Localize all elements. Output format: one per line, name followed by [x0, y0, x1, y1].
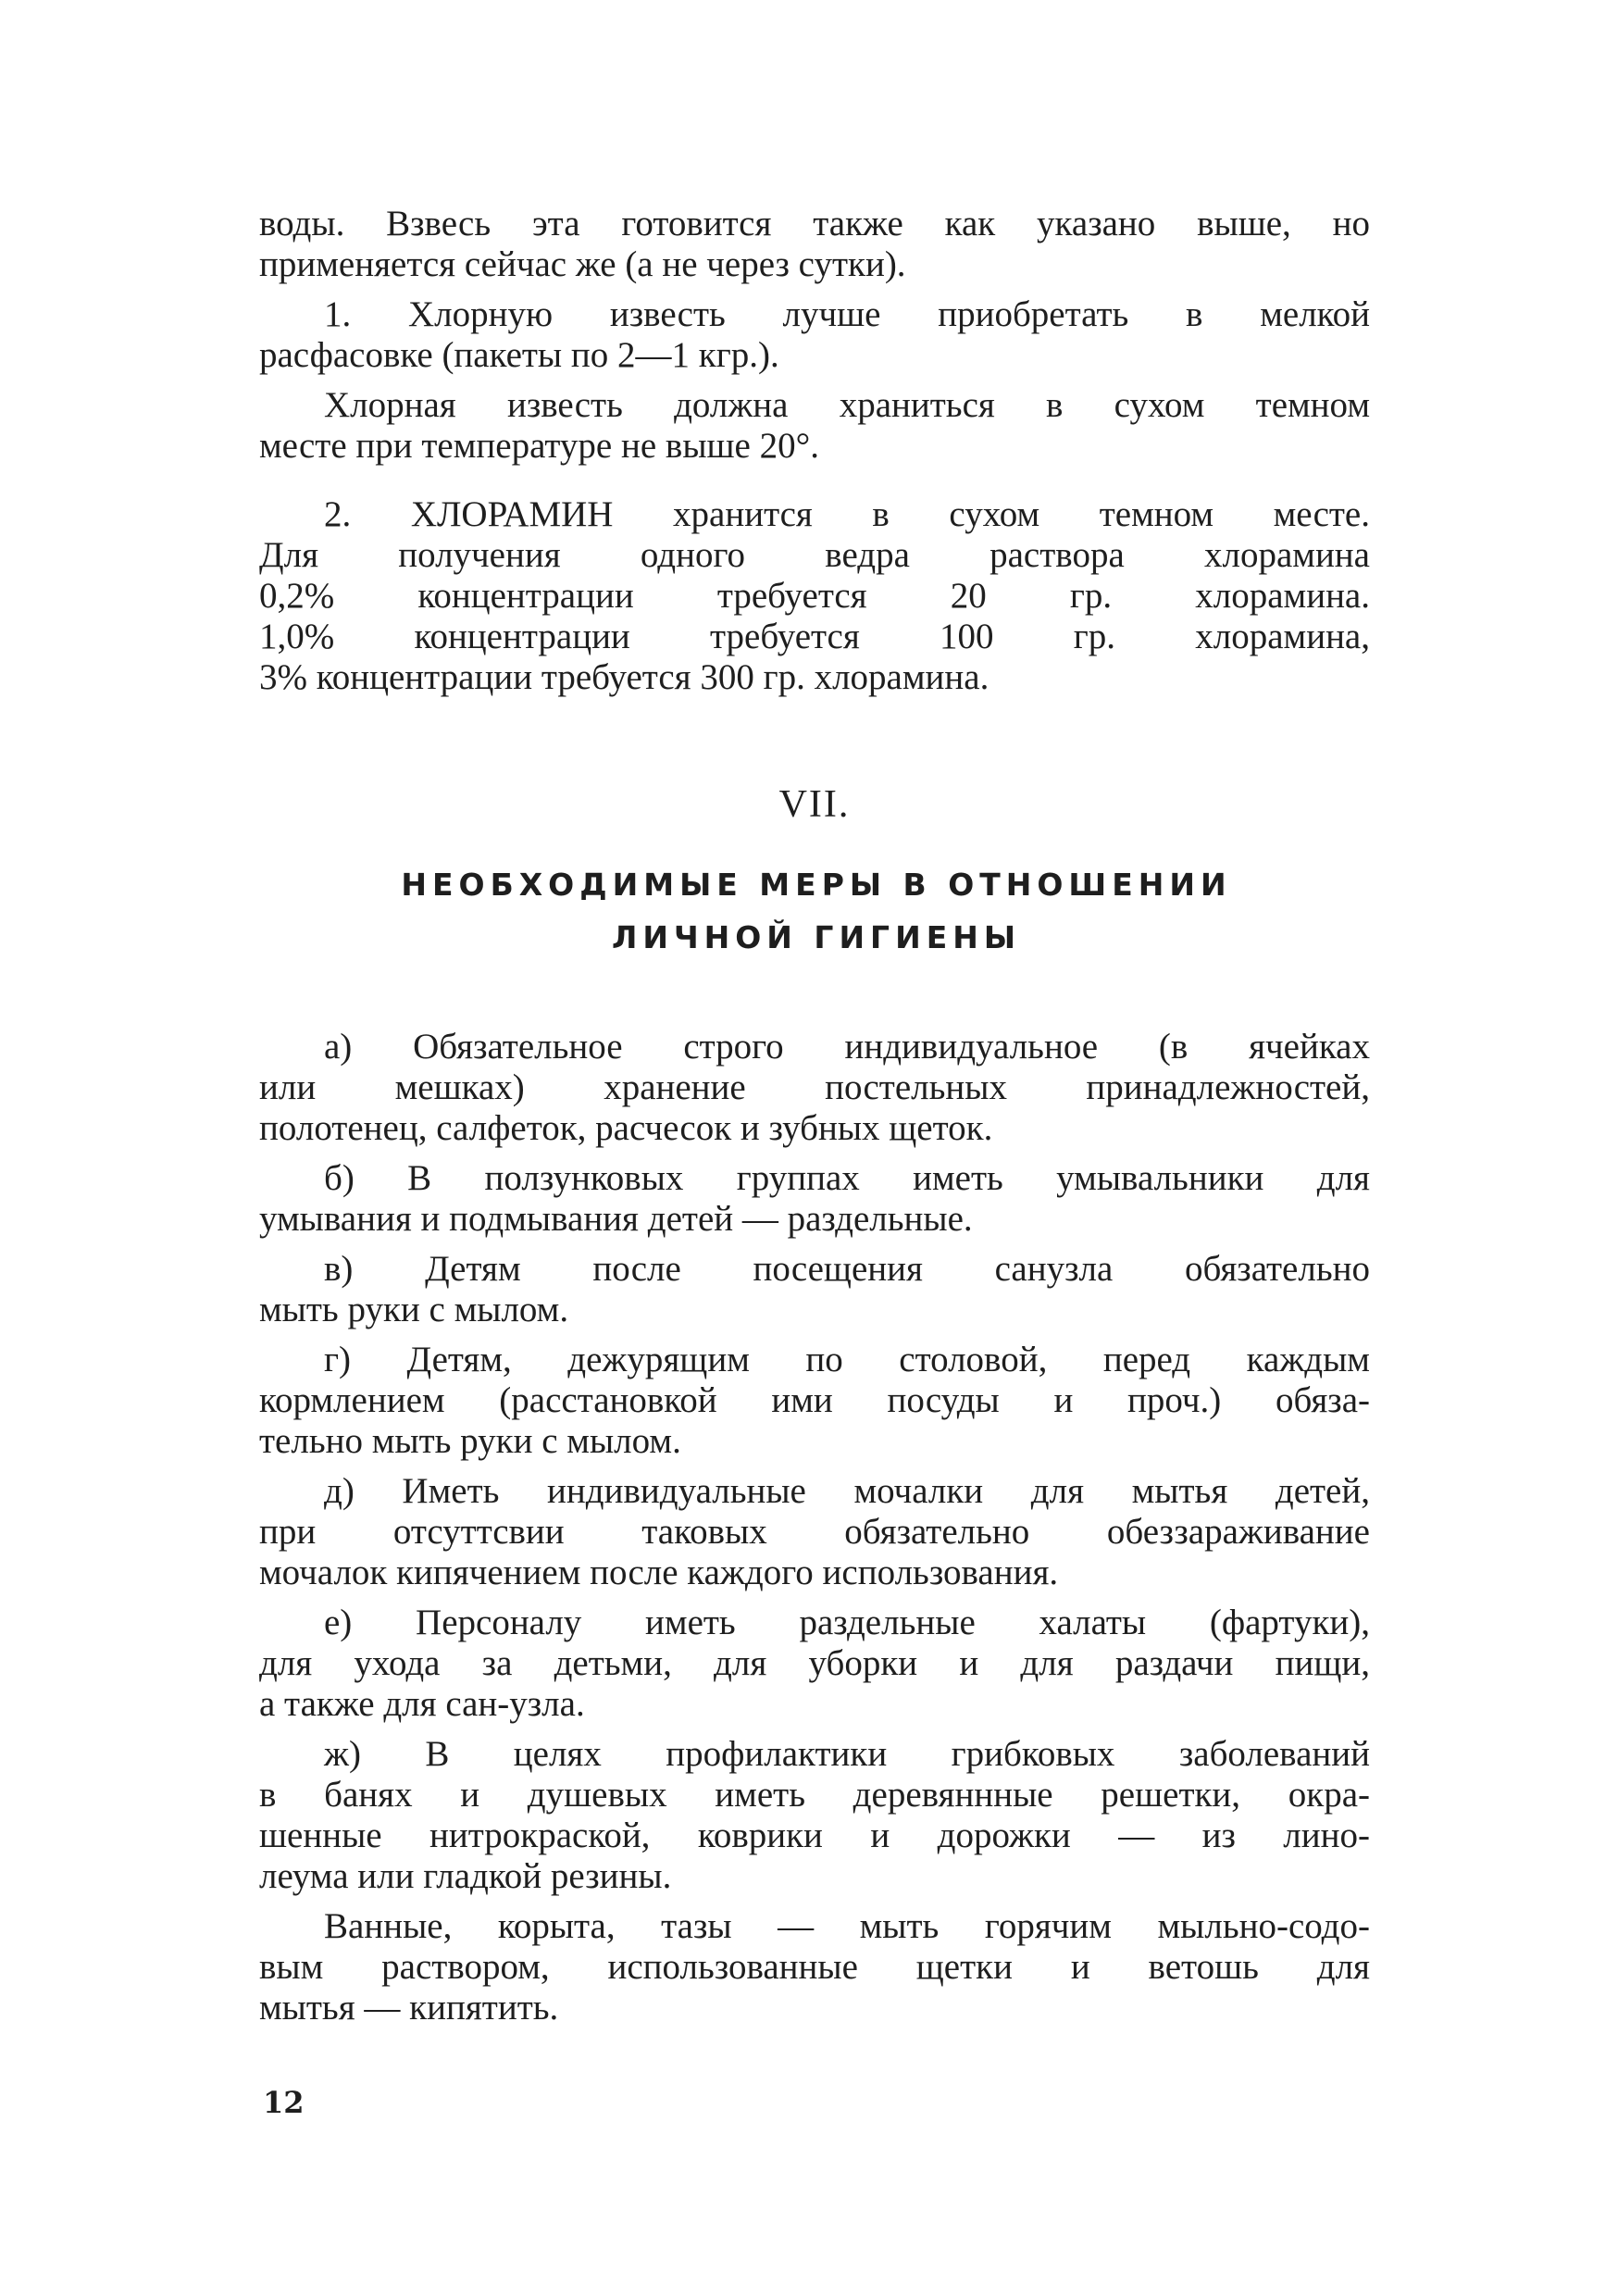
- paragraph: [259, 204, 1370, 285]
- text-line: кормлением (расстановкой ими посуды и проч.) обяза-: [259, 1380, 1370, 1420]
- text-line: мыть руки с мылом.: [259, 1290, 569, 1329]
- paragraph: [259, 1734, 1370, 1897]
- paragraph: [259, 1158, 1370, 1240]
- text-line: воды. Взвесь эта готовится также как указано выше, но: [259, 204, 1370, 243]
- text-line: Ванные, корыта, тазы — мыть горячим мыльно-содо-: [324, 1906, 1370, 1946]
- paragraph: [259, 1249, 1370, 1330]
- text-line: вым раствором, использованные щетки и ветошь для: [259, 1947, 1370, 1987]
- paragraph: [259, 1471, 1370, 1593]
- section-number: VII.: [778, 783, 851, 826]
- text-line: месте при температуре не выше 20°.: [259, 426, 819, 466]
- text-line: Для получения одного ведра раствора хлорамина: [259, 535, 1370, 575]
- text-line: г) Детям, дежурящим по столовой, перед каждым: [324, 1340, 1370, 1379]
- text-line: 0,2% концентрации требуется 20 гр. хлорамина.: [259, 576, 1370, 616]
- text-line: или мешках) хранение постельных принадлежностей,: [259, 1067, 1370, 1107]
- paragraph: [259, 385, 1370, 467]
- section-title-line-1: НЕОБХОДИМЫЕ МЕРЫ В ОТНОШЕНИИ: [401, 867, 1232, 903]
- paragraph: [259, 1340, 1370, 1462]
- text-line: мочалок кипячением после каждого использования.: [259, 1553, 1059, 1592]
- text-line: леума или гладкой резины.: [259, 1856, 672, 1896]
- text-line: полотенец, салфеток, расчесок и зубных щеток.: [259, 1108, 993, 1148]
- text-line: при отсуттсвии таковых обязательно обеззараживание: [259, 1512, 1370, 1552]
- text-line: ж) В целях профилактики грибковых заболеваний: [324, 1734, 1370, 1774]
- text-line: умывания и подмывания детей — раздельные.: [259, 1199, 973, 1239]
- text-line: для ухода за детьми, для уборки и для раздачи пищи,: [259, 1643, 1370, 1683]
- text-line: в) Детям после посещения санузла обязательно: [324, 1249, 1370, 1289]
- text-line: а) Обязательное строго индивидуальное (в ячейках: [324, 1027, 1370, 1067]
- paragraph: [259, 1906, 1370, 2028]
- text-line: д) Иметь индивидуальные мочалки для мытья детей,: [324, 1471, 1370, 1511]
- text-line: е) Персоналу иметь раздельные халаты (фартуки),: [324, 1603, 1370, 1642]
- text-line: а также для сан-узла.: [259, 1684, 585, 1724]
- text-block-chlorine-lime: [259, 204, 1370, 476]
- text-line: б) В ползунковых группах иметь умывальники для: [324, 1158, 1370, 1198]
- text-line: расфасовке (пакеты по 2—1 кгр.).: [259, 335, 779, 375]
- paragraph: [259, 1027, 1370, 1149]
- text-line: Хлорная известь должна храниться в сухом темном: [324, 385, 1370, 425]
- text-line: шенные нитрокраской, коврики и дорожки — из лино-: [259, 1816, 1370, 1855]
- text-line: 1,0% концентрации требуется 100 гр. хлорамина,: [259, 617, 1370, 656]
- text-line: применяется сейчас же (а не через сутки).: [259, 244, 906, 284]
- paragraph: [259, 294, 1370, 376]
- paragraph: [259, 1603, 1370, 1725]
- page-number: 12: [263, 2085, 305, 2120]
- text-line: в банях и душевых иметь деревяннные решетки, окра-: [259, 1775, 1370, 1815]
- section-title-line-2: ЛИЧНОЙ ГИГИЕНЫ: [611, 919, 1022, 955]
- text-block-chloramine: [259, 494, 1370, 707]
- text-line: 2. ХЛОРАМИН хранится в сухом темном месте.: [324, 494, 1370, 534]
- text-line: 3% концентрации требуется 300 гр. хлорамина.: [259, 657, 989, 697]
- text-line: тельно мыть руки с мылом.: [259, 1421, 681, 1461]
- paragraph: [259, 494, 1370, 698]
- text-block-hygiene-measures: [259, 1027, 1370, 2038]
- text-line: 1. Хлорную известь лучше приобретать в мелкой: [324, 294, 1370, 334]
- text-line: мытья — кипятить.: [259, 1988, 559, 2028]
